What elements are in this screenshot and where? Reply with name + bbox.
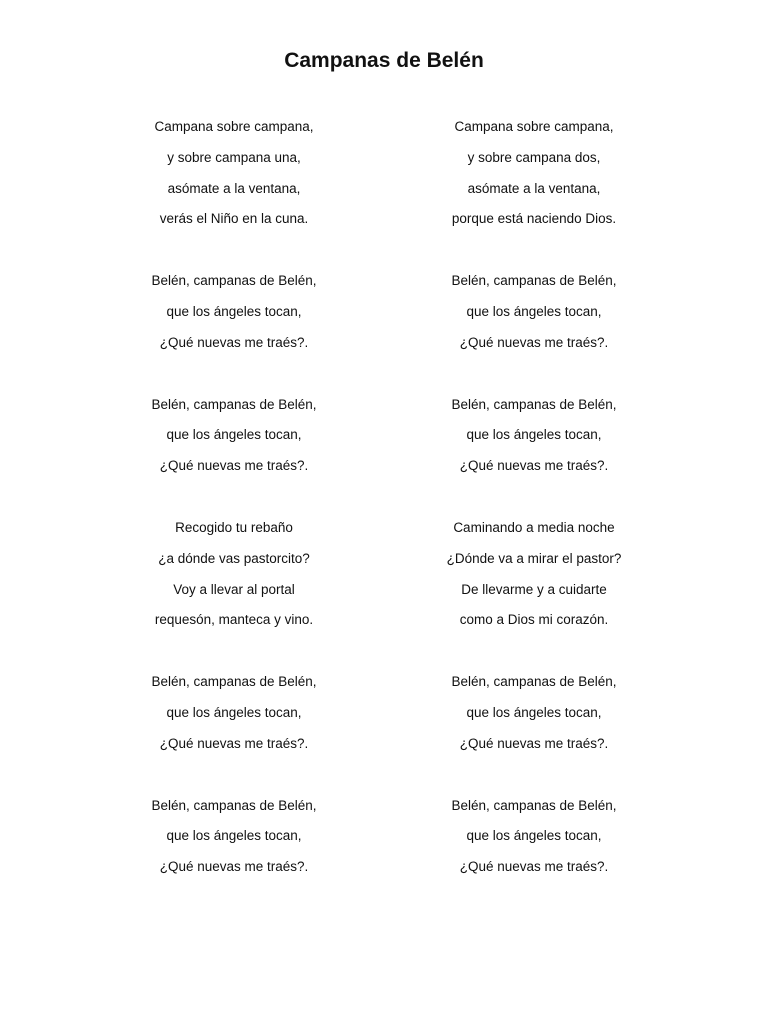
- verse-line: que los ángeles tocan,: [466, 704, 602, 720]
- stanza: [84, 112, 384, 235]
- verse-line: Belén, campanas de Belén,: [451, 396, 617, 412]
- stanza: [384, 112, 684, 235]
- stanza: [84, 513, 384, 636]
- stanza: [384, 390, 684, 482]
- verse-line: ¿Qué nuevas me traés?.: [159, 735, 309, 751]
- verse-line: verás el Niño en la cuna.: [159, 211, 309, 227]
- verse-line: Belén, campanas de Belén,: [451, 273, 617, 289]
- verse-line: Belén, campanas de Belén,: [151, 797, 317, 813]
- lyrics-column-right: [384, 112, 684, 914]
- stanza: [384, 667, 684, 759]
- verse-line: ¿Qué nuevas me traés?.: [459, 859, 609, 875]
- lyrics-column-left: [84, 112, 384, 914]
- document-title: Campanas de Belén: [284, 49, 484, 72]
- verse-line: Recogido tu rebaño: [175, 519, 293, 535]
- verse-line: que los ángeles tocan,: [166, 828, 302, 844]
- verse-line: ¿Qué nuevas me traés?.: [159, 334, 309, 350]
- verse-line: asómate a la ventana,: [467, 180, 601, 196]
- verse-line: que los ángeles tocan,: [466, 828, 602, 844]
- verse-line: ¿a dónde vas pastorcito?: [158, 550, 310, 566]
- verse-line: Belén, campanas de Belén,: [451, 674, 617, 690]
- stanza: [84, 667, 384, 759]
- verse-line: ¿Qué nuevas me traés?.: [459, 735, 609, 751]
- verse-line: Campana sobre campana,: [154, 119, 314, 134]
- stanza: [384, 791, 684, 883]
- verse-line: porque está naciendo Dios.: [451, 211, 617, 227]
- verse-line: ¿Qué nuevas me traés?.: [459, 458, 609, 474]
- stanza: [384, 513, 684, 636]
- verse-line: ¿Qué nuevas me traés?.: [159, 859, 309, 875]
- verse-line: y sobre campana dos,: [467, 149, 601, 165]
- stanza: [84, 791, 384, 883]
- verse-line: que los ángeles tocan,: [166, 704, 302, 720]
- stanza: [384, 266, 684, 358]
- verse-line: que los ángeles tocan,: [466, 427, 602, 443]
- verse-line: De llevarme y a cuidarte: [461, 581, 607, 597]
- verse-line: ¿Dónde va a mirar el pastor?: [446, 550, 622, 566]
- verse-line: que los ángeles tocan,: [166, 427, 302, 443]
- verse-line: Belén, campanas de Belén,: [151, 396, 317, 412]
- verse-line: Caminando a media noche: [453, 519, 615, 535]
- verse-line: ¿Qué nuevas me traés?.: [459, 334, 609, 350]
- verse-line: como a Dios mi corazón.: [459, 612, 609, 628]
- verse-line: Voy a llevar al portal: [173, 581, 295, 597]
- verse-line: Belén, campanas de Belén,: [451, 797, 617, 813]
- verse-line: que los ángeles tocan,: [166, 303, 302, 319]
- verse-line: Belén, campanas de Belén,: [151, 674, 317, 690]
- verse-line: ¿Qué nuevas me traés?.: [159, 458, 309, 474]
- stanza: [84, 266, 384, 358]
- verse-line: requesón, manteca y vino.: [154, 612, 314, 628]
- verse-line: Campana sobre campana,: [454, 119, 614, 134]
- verse-line: que los ángeles tocan,: [466, 303, 602, 319]
- verse-line: y sobre campana una,: [167, 149, 301, 165]
- stanza: [84, 390, 384, 482]
- verse-line: Belén, campanas de Belén,: [151, 273, 317, 289]
- verse-line: asómate a la ventana,: [167, 180, 301, 196]
